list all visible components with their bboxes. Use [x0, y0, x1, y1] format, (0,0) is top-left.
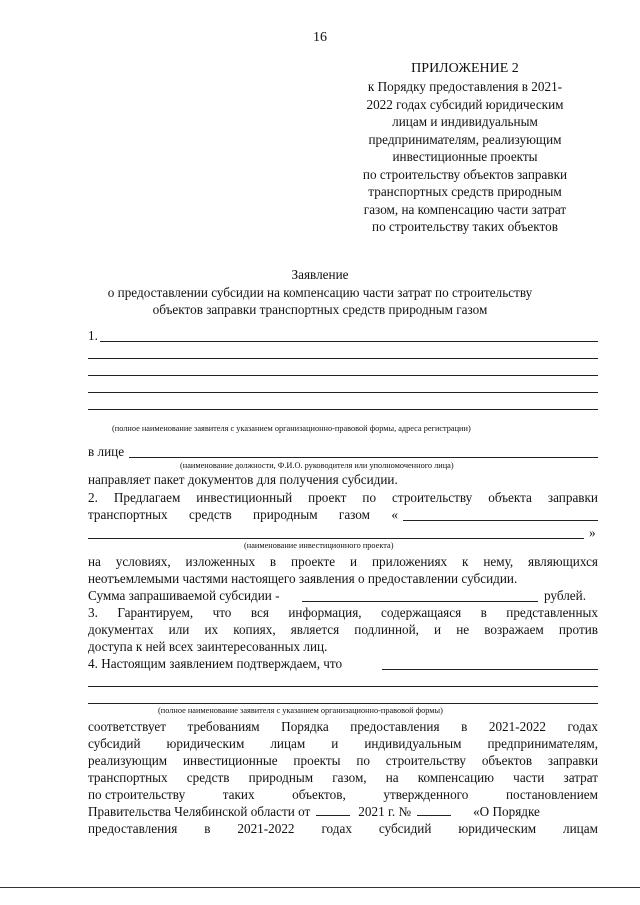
sends-text: направляет пакет документов для получения субсидии. [88, 472, 398, 487]
compliance-line5 [88, 786, 598, 804]
word: юридическим [458, 821, 537, 836]
item2-line2 [88, 506, 398, 524]
quote-open: « [391, 507, 398, 522]
appendix-title: ПРИЛОЖЕНИЕ 2 [411, 61, 519, 76]
conditions-line2: неотъемлемыми частями настоящего заявления о предоставлении субсидии. [88, 571, 518, 586]
word: утвержденного [383, 787, 469, 802]
conditions-line1: на условиях, изложенных в проекте и приложениях к нему, являющихся [88, 554, 598, 569]
appendix-line: к Порядку предоставления в 2021- [367, 79, 563, 94]
word: субсидий [378, 821, 432, 836]
word: в [204, 821, 211, 836]
decree-prefix: Правительства Челябинской области от [88, 804, 311, 819]
caption-applicant-short: (полное наименование заявителя с указанием организационно-правовой формы) [158, 706, 443, 715]
decree-line [88, 803, 598, 821]
word: предоставления [88, 821, 178, 836]
appendix-line: предпринимателям, реализующим [368, 131, 562, 147]
compliance-line1: соответствует требованиям Порядка предоставления в 2021-2022 годах [88, 719, 598, 734]
decree-title-start: «О Порядке [473, 804, 540, 819]
fill-line [88, 392, 598, 393]
fill-line [88, 375, 598, 376]
compliance-line3: реализующим инвестиционные проекты по строительству объектов заправки [88, 753, 598, 768]
compliance-line2: субсидий юридическим лицам и индивидуальным предпринимателям, [88, 736, 598, 751]
fill-line [88, 409, 598, 410]
quote-close: » [589, 525, 596, 540]
word: транспортных [88, 507, 168, 522]
fill-line [100, 341, 598, 342]
fill-line [88, 538, 584, 539]
page-bottom-rule [0, 887, 640, 888]
word: природным [253, 507, 318, 522]
fill-line [129, 457, 598, 458]
word: по строительству [88, 787, 186, 802]
fill-line [88, 703, 598, 704]
fill-line [403, 520, 598, 521]
word: объектов, [292, 787, 346, 802]
item4-label: 4. Настоящим заявлением подтверждаем, что [88, 656, 343, 671]
heading-title: Заявление [291, 267, 349, 282]
item3-line2: документах или их копиях, является подлинной, и не возражаем против [88, 622, 598, 637]
in-person-label: в лице [88, 444, 125, 459]
appendix-line: лицам и индивидуальным [392, 114, 538, 129]
word: 2021-2022 [237, 821, 295, 836]
appendix-line: транспортных средств природным [368, 184, 562, 199]
item3-line3: доступа к ней всех заинтересованных лиц. [88, 639, 328, 654]
item1-number: 1. [88, 328, 98, 343]
item2-line1: 2. Предлагаем инвестиционный проект по строительству объекта заправки [88, 490, 598, 505]
word: средств [189, 507, 232, 522]
word: газом [338, 507, 370, 522]
appendix-block [330, 60, 600, 236]
appendix-line: по строительству объектов заправки [362, 166, 568, 182]
compliance-line4: транспортных средств природным газом, на компенсацию части затрат [88, 770, 598, 785]
caption-applicant: (полное наименование заявителя с указанием организационно-правовой формы, адреса регистрации) [112, 424, 471, 433]
appendix-line: газом, на компенсацию части затрат [363, 201, 567, 217]
word: таких [222, 787, 255, 802]
caption-project: (наименование инвестиционного проекта) [244, 541, 394, 550]
sum-unit: рублей. [544, 588, 587, 603]
word: постановлением [505, 787, 598, 802]
number-blank [417, 803, 451, 816]
heading-line: объектов заправки транспортных средств природным газом [152, 302, 488, 317]
fill-line [88, 686, 598, 687]
last-line [88, 820, 598, 838]
word: годах [321, 821, 352, 836]
sum-label: Сумма запрашиваемой субсидии - [88, 588, 280, 603]
document-heading [0, 266, 640, 319]
date-blank [316, 803, 350, 816]
appendix-line: 2022 годах субсидий юридическим [366, 96, 564, 112]
item3-line1: 3. Гарантируем, что вся информация, содержащаяся в представленных [88, 605, 598, 620]
fill-line [88, 358, 598, 359]
appendix-line: инвестиционные проекты [392, 149, 538, 164]
fill-line [382, 669, 598, 670]
caption-person: (наименование должности, Ф.И.О. руководителя или уполномоченного лица) [180, 461, 454, 470]
decree-year: 2021 г. № [358, 804, 412, 819]
sum-fill-line [302, 601, 538, 602]
word: лицам [563, 821, 598, 836]
heading-line: о предоставлении субсидии на компенсацию части затрат по строительству [107, 284, 533, 300]
appendix-line: по строительству таких объектов [372, 219, 558, 234]
page-number: 16 [313, 30, 327, 45]
